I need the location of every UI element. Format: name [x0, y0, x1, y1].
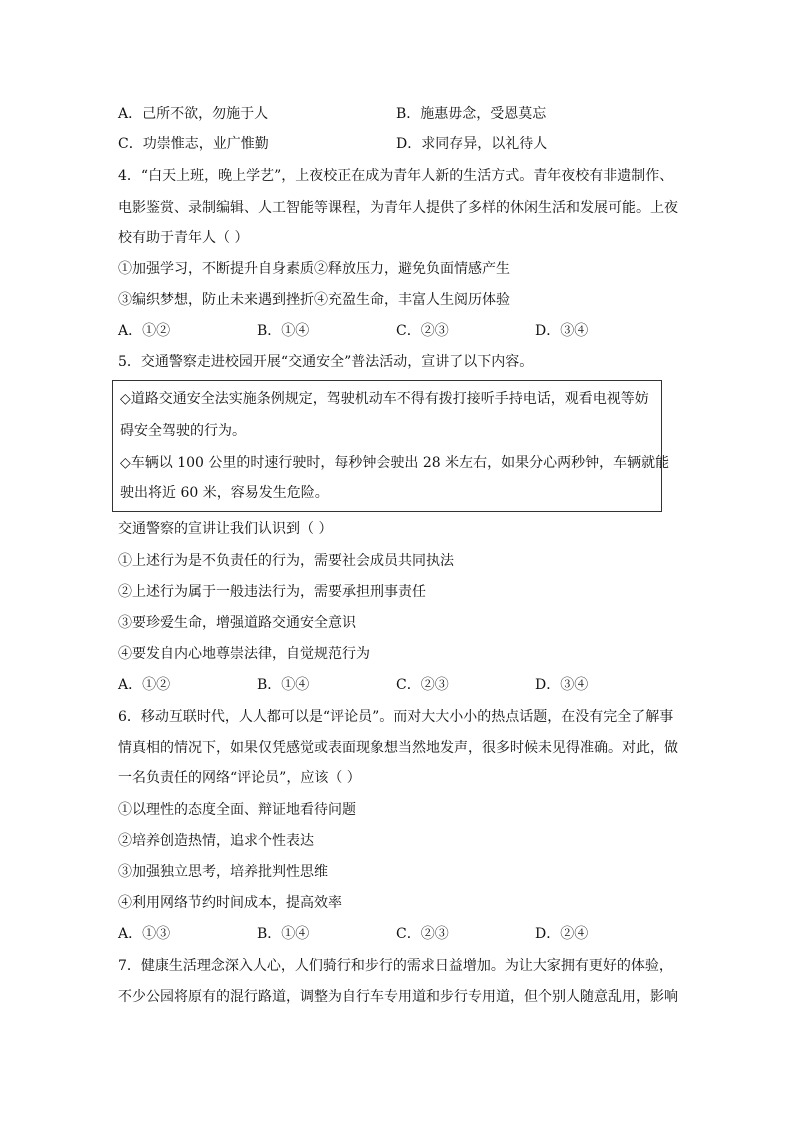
q5-material-line: 驶出将近 60 米，容易发生危险。 — [120, 485, 329, 501]
q6-stem-line: 一名负责任的网络“评论员”，应该（ ） — [118, 770, 361, 786]
q7-stem-line: 7．健康生活理念深入人心，人们骑行和步行的需求日益增加。为让大家拥有更好的体验， — [118, 958, 673, 974]
q6-option-c: C．②③ — [396, 926, 449, 942]
q4-stem-line: 4．“白天上班，晚上学艺”，上夜校正在成为青年人新的生活方式。青年夜校有非遗制作、 — [118, 168, 674, 184]
q6-stem-line: 情真相的情况下，如果仅凭感觉或表面现象想当然地发声，很多时候未见得准确。对此，做 — [118, 740, 678, 756]
q6-statement: ②培养创造热情，追求个性表达 — [118, 833, 314, 849]
q5-option-c: C．②③ — [396, 677, 449, 693]
q4-option-c: C．②③ — [396, 323, 449, 339]
q5-statement: ②上述行为属于一般违法行为，需要承担刑事责任 — [118, 584, 426, 600]
q6-stem-line: 6．移动互联时代，人人都可以是“评论员”。而对大大小小的热点话题，在没有完全了解事 — [118, 709, 674, 725]
q5-material-line: ◇道路交通安全法实施条例规定，驾驶机动车不得有拨打接听手持电话，观看电视等妨 — [120, 391, 649, 407]
q5-question: 交通警察的宣讲让我们认识到（ ） — [118, 521, 333, 537]
q3-option-a: A．己所不欲，勿施于人 — [118, 106, 269, 122]
q5-option-d: D．③④ — [535, 677, 589, 693]
q4-statement: ③编织梦想，防止未来遇到挫折④充盈生命，丰富人生阅历体验 — [118, 292, 510, 308]
q5-statement: ④要发自内心地尊崇法律，自觉规范行为 — [118, 646, 370, 662]
q4-statement: ①加强学习，不断提升自身素质②释放压力，避免负面情感产生 — [118, 261, 510, 277]
q7-stem-line: 不少公园将原有的混行路道，调整为自行车专用道和步行专用道，但个别人随意乱用，影响 — [118, 989, 678, 1005]
q5-material-line: ◇车辆以 100 公里的时速行驶时，每秒钟会驶出 28 米左右，如果分心两秒钟，车辆就能 — [120, 455, 670, 471]
q6-statement: ④利用网络节约时间成本，提高效率 — [118, 895, 342, 911]
q5-intro: 5．交通警察走进校园开展“交通安全”普法活动，宣讲了以下内容。 — [118, 354, 534, 370]
q5-option-a: A．①② — [118, 677, 171, 693]
q5-statement: ①上述行为是不负责任的行为，需要社会成员共同执法 — [118, 553, 454, 569]
q4-option-b: B．①④ — [257, 323, 310, 339]
q6-option-b: B．①④ — [257, 926, 310, 942]
q5-statement: ③要珍爱生命，增强道路交通安全意识 — [118, 615, 356, 631]
q5-material-line: 碍安全驾驶的行为。 — [120, 423, 246, 439]
q6-option-a: A．①③ — [118, 926, 171, 942]
q4-stem-line: 校有助于青年人（ ） — [118, 230, 249, 246]
q5-material-box — [112, 380, 670, 512]
q6-option-d: D．②④ — [535, 926, 589, 942]
q5-option-b: B．①④ — [257, 677, 310, 693]
q6-statement: ①以理性的态度全面、辩证地看待问题 — [118, 802, 356, 818]
q3-option-c: C．功崇惟志，业广惟勤 — [118, 136, 269, 152]
q3-option-d: D．求同存异，以礼待人 — [396, 136, 548, 152]
q3-option-b: B．施惠毋念，受恩莫忘 — [396, 106, 547, 122]
q4-option-d: D．③④ — [535, 323, 589, 339]
q4-stem-line: 电影鉴赏、录制编辑、人工智能等课程，为青年人提供了多样的休闲生活和发展可能。上夜 — [118, 200, 678, 216]
q4-option-a: A．①② — [118, 323, 171, 339]
q6-statement: ③加强独立思考，培养批判性思维 — [118, 864, 328, 880]
